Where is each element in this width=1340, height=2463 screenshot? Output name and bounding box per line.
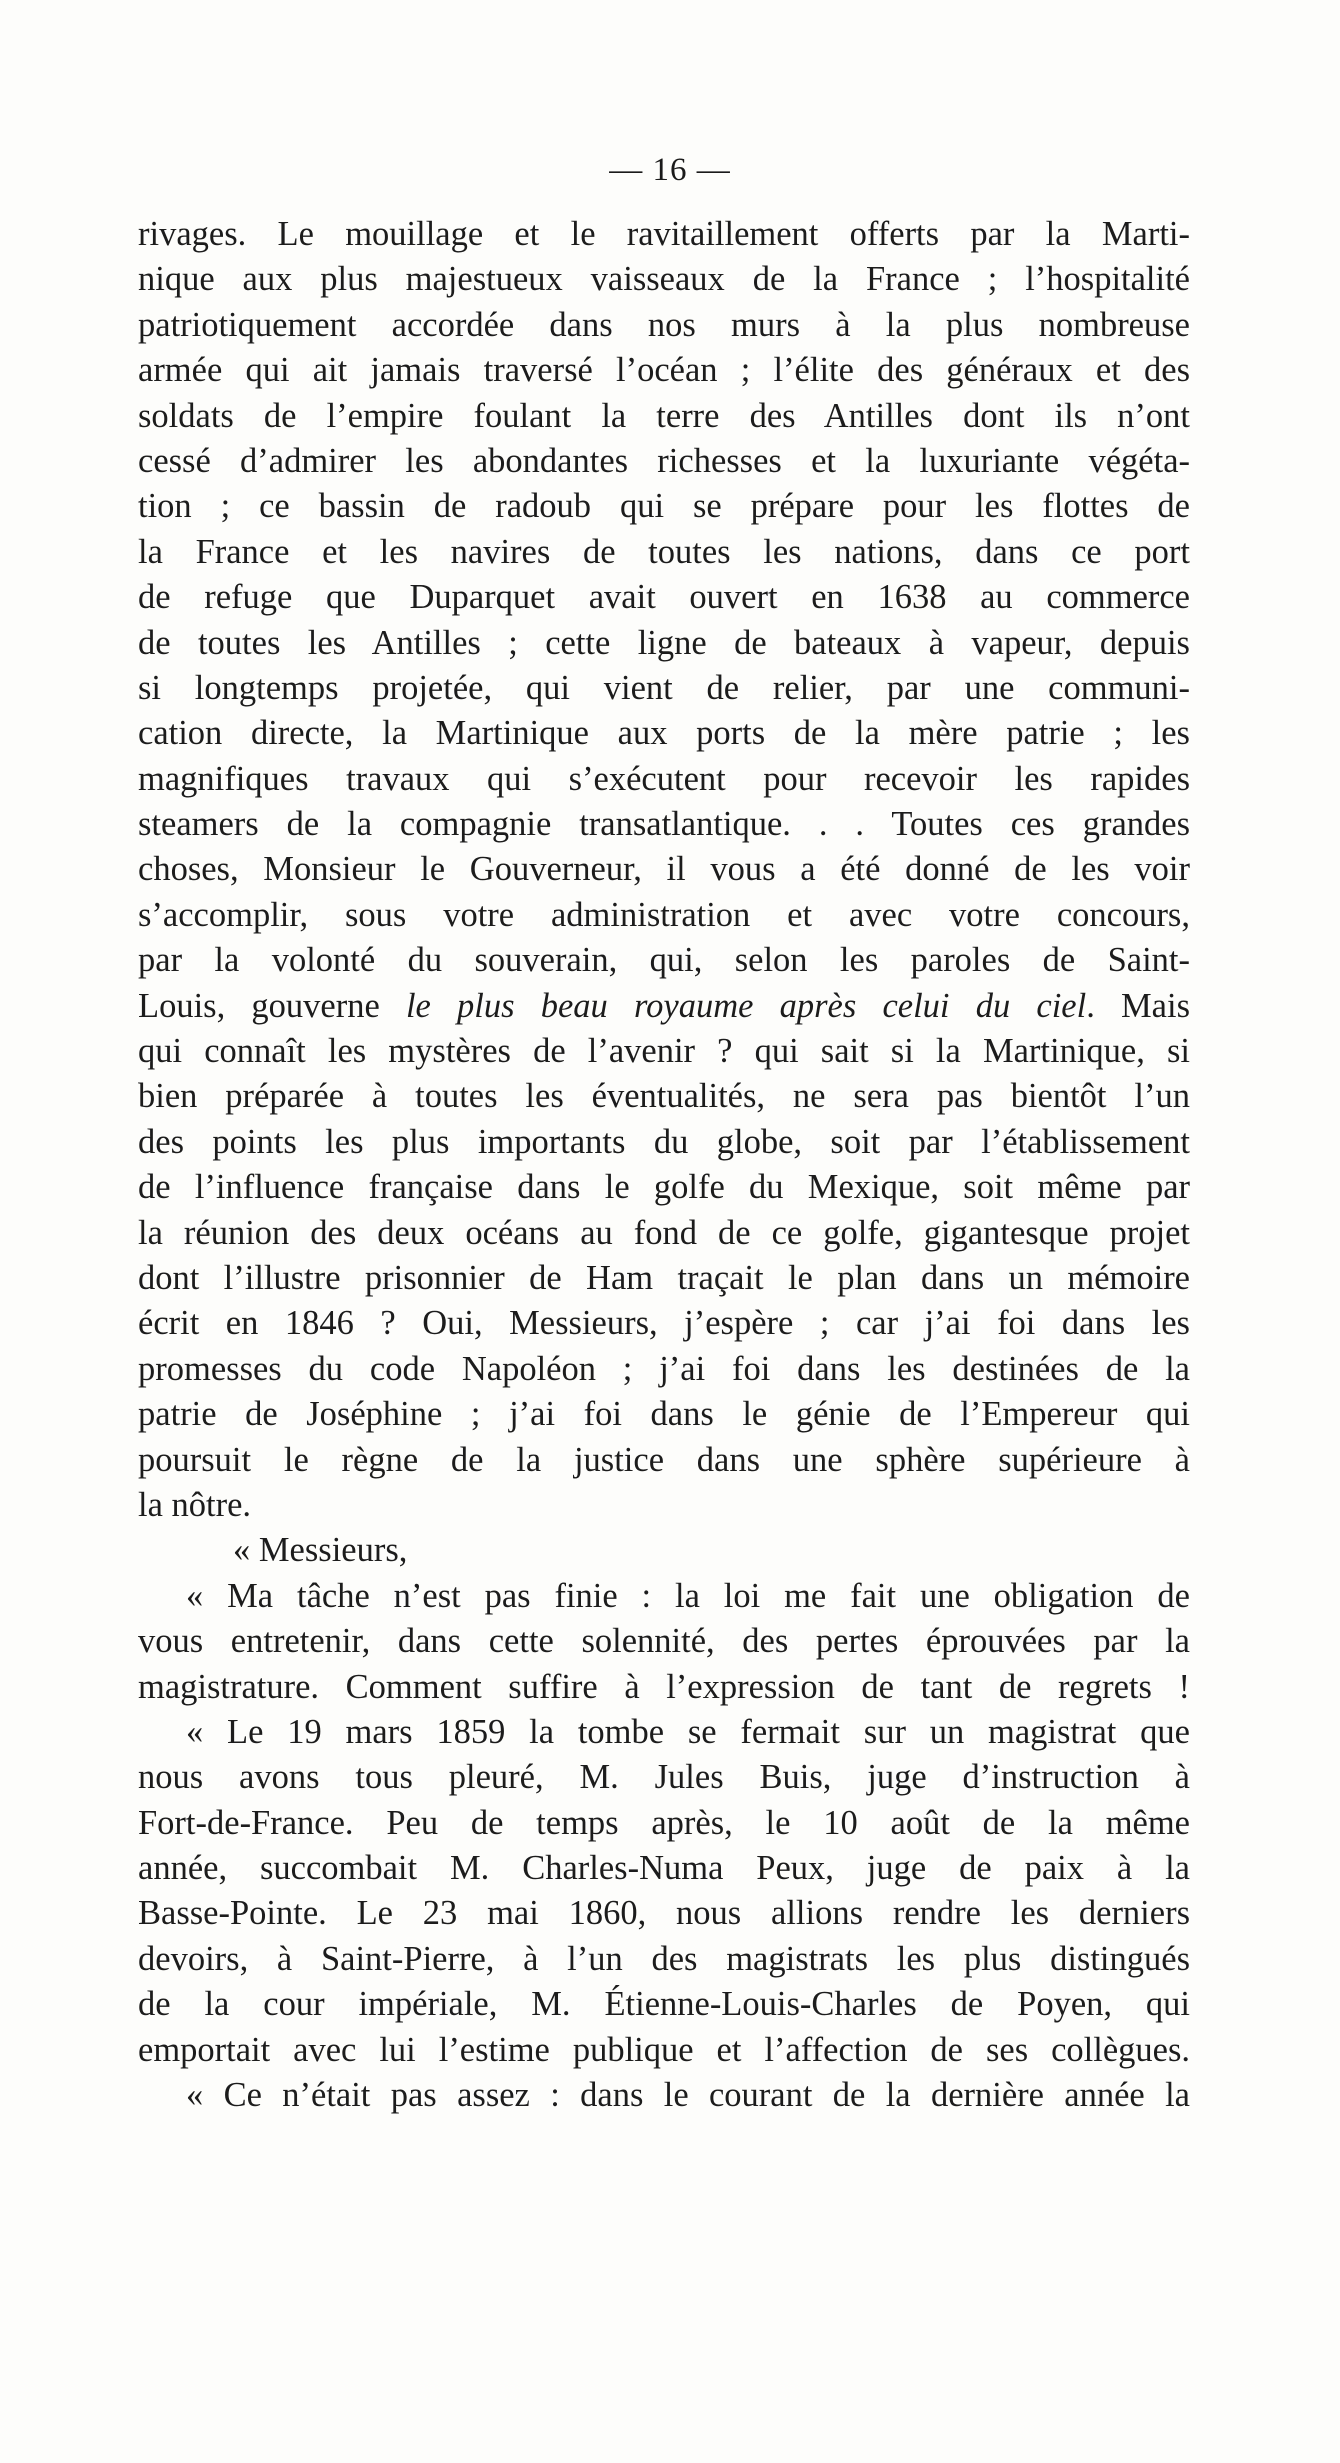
text-line: « Ce n’était pas assez : dans le courant de la dernière année la — [186, 2076, 1190, 2115]
text-line: rivages. Le mouillage et le ravitaillement offerts par la Marti- — [138, 215, 1190, 253]
text-line: devoirs, à Saint-Pierre, à l’un des magistrats les plus distingués — [138, 1939, 1190, 1978]
text-line: s’accomplir, sous votre administration et avec votre concours, — [138, 895, 1190, 934]
text-line: emportait avec lui l’estime publique et l’affection de ses collègues. — [138, 2030, 1190, 2069]
text-line: la France et les navires de toutes les nations, dans ce port — [138, 532, 1190, 571]
text-line: vous entretenir, dans cette solennité, des pertes éprouvées par la — [138, 1622, 1190, 1661]
text-line: patrie de Joséphine ; j’ai foi dans le génie de l’Empereur qui — [138, 1395, 1190, 1434]
salutation: « Messieurs, — [233, 1531, 408, 1570]
text-line: poursuit le règne de la justice dans une sphère supérieure à — [138, 1440, 1190, 1479]
text-line: écrit en 1846 ? Oui, Messieurs, j’espère ; car j’ai foi dans les — [138, 1304, 1190, 1343]
body-text — [138, 212, 1190, 2118]
text-segment: . Mais — [1086, 986, 1190, 1025]
text-line: soldats de l’empire foulant la terre des Antilles dont ils n’ont — [138, 396, 1190, 435]
text-line: choses, Monsieur le Gouverneur, il vous a été donné de les voir — [138, 850, 1190, 889]
text-line-with-quote — [138, 984, 1190, 1029]
text-line: si longtemps projetée, qui vient de relier, par une communi- — [138, 668, 1190, 707]
text-line: par la volonté du souverain, qui, selon les paroles de Saint- — [138, 941, 1190, 980]
text-line: de la cour impériale, M. Étienne-Louis-Charles de Poyen, qui — [138, 1985, 1190, 2024]
text-line: des points les plus importants du globe, soit par l’établissement — [138, 1122, 1190, 1161]
text-line: steamers de la compagnie transatlantique. . . Toutes ces grandes — [138, 805, 1190, 844]
text-line: Fort-de-France. Peu de temps après, le 10 août de la même — [138, 1803, 1190, 1842]
text-line: magnifiques travaux qui s’exécutent pour recevoir les rapides — [138, 759, 1190, 798]
text-line: Basse-Pointe. Le 23 mai 1860, nous allions rendre les derniers — [138, 1894, 1190, 1933]
text-line: nique aux plus majestueux vaisseaux de la France ; l’hospitalité — [138, 260, 1190, 299]
text-line: qui connaît les mystères de l’avenir ? qui sait si la Martinique, si — [138, 1032, 1190, 1071]
text-line: promesses du code Napoléon ; j’ai foi dans les destinées de la — [138, 1349, 1190, 1388]
text-line: cessé d’admirer les abondantes richesses et la luxuriante végéta- — [138, 441, 1190, 480]
text-line: de l’influence française dans le golfe du Mexique, soit même par — [138, 1168, 1190, 1207]
italic-quote: le plus beau royaume après celui du ciel — [405, 986, 1087, 1025]
text-line: « Le 19 mars 1859 la tombe se fermait sur un magistrat que — [186, 1712, 1190, 1751]
text-line: patriotiquement accordée dans nos murs à la plus nombreuse — [138, 305, 1190, 344]
text-line: armée qui ait jamais traversé l’océan ; l’élite des généraux et des — [138, 351, 1190, 390]
text-line: la réunion des deux océans au fond de ce golfe, gigantesque projet — [138, 1213, 1190, 1252]
text-line: « Ma tâche n’est pas finie : la loi me fait une obligation de — [186, 1576, 1190, 1615]
text-line: bien préparée à toutes les éventualités, ne sera pas bientôt l’un — [138, 1077, 1190, 1116]
paragraph-end: magistrature. Comment suffire à l’expression de tant de regrets ! — [138, 1667, 1190, 1706]
text-line: de refuge que Duparquet avait ouvert en 1638 au commerce — [138, 578, 1190, 617]
text-line: dont l’illustre prisonnier de Ham traçait le plan dans un mémoire — [138, 1258, 1190, 1297]
paragraph-end: la nôtre. — [138, 1485, 252, 1524]
page-number: — 16 — — [609, 152, 731, 188]
text-line: de toutes les Antilles ; cette ligne de bateaux à vapeur, depuis — [138, 623, 1190, 662]
text-line: nous avons tous pleuré, M. Jules Buis, juge d’instruction à — [138, 1758, 1190, 1797]
text-line: cation directe, la Martinique aux ports de la mère patrie ; les — [138, 714, 1190, 753]
text-segment: Louis, gouverne — [138, 986, 406, 1025]
text-line: année, succombait M. Charles-Numa Peux, juge de paix à la — [138, 1849, 1190, 1888]
text-line: tion ; ce bassin de radoub qui se prépare pour les flottes de — [138, 487, 1190, 526]
